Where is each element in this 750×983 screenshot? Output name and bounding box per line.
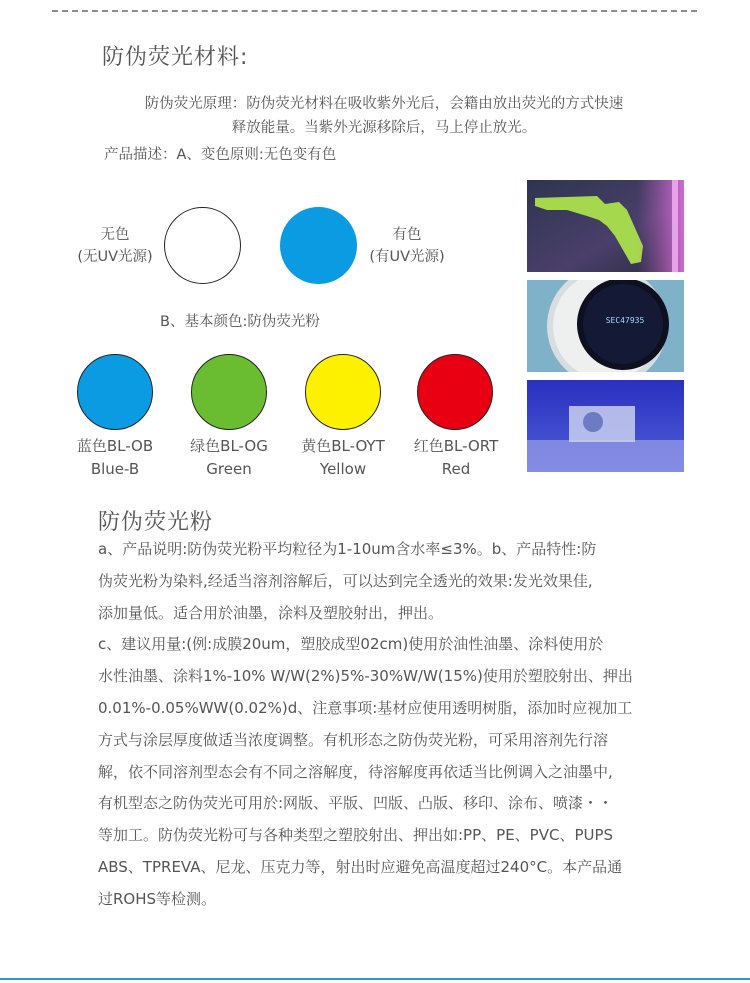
has-color-label-line-1: 有色 (392, 227, 422, 243)
powder-title: 防伪荧光粉 (98, 510, 214, 535)
swatch-code: 绿色BL-OG (190, 437, 268, 455)
body-line: 伪荧光粉为染料,经适当溶剂溶解后，可以达到完全透光的效果:发光效果佳, (98, 571, 593, 590)
body-line: 解，依不同溶剂型态会有不同之溶解度，待溶解度再依适当比例调入之油墨中, (98, 762, 613, 781)
principle-line-2: 释放能量。当紫外光源移除后，马上停止放光。 (231, 120, 537, 136)
photo-uv-disc-graphic (527, 280, 684, 372)
swatch-name: Red (441, 460, 471, 478)
photo-uv-label (527, 380, 684, 472)
swatch-name: Blue-B (90, 460, 140, 478)
body-line: 添加量低。适合用於油墨，涂料及塑胶射出，押出。 (98, 603, 444, 622)
swatch-code: 黄色BL-OYT (301, 437, 385, 455)
powder-description (98, 534, 680, 916)
colored-circle (280, 207, 357, 284)
body-line: 等加工。防伪荧光粉可与各种类型之塑胶射出、押出如:PP、PE、PVC、PUPS (98, 826, 614, 845)
no-color-label-line-2: (无UV光源) (77, 249, 153, 265)
top-dashed-divider (52, 10, 697, 12)
body-line: 有机型态之防伪荧光可用於:网版、平版、凹版、凸版、移印、涂布、喷漆・・ (98, 794, 614, 813)
has-color-label (362, 224, 452, 268)
body-line: ABS、TPREVA、尼龙、压克力等，射出时应避免高温度超过240°C。本产品通 (98, 857, 623, 876)
photo-florida-uv (527, 180, 684, 272)
swatch-name: Yellow (319, 460, 367, 478)
has-color-label-line-2: (有UV光源) (369, 249, 445, 265)
photo-florida-uv-graphic (527, 180, 684, 272)
swatch-code: 蓝色BL-OB (76, 437, 154, 455)
body-line: 水性油墨、涂料1%-10% W/W(2%)5%-30%W/W(15%)使用於塑胶射出、押出 (98, 667, 633, 686)
swatch-yellow (305, 354, 381, 430)
photo-disc-text: SEC47935 (605, 316, 645, 325)
section-title: 防伪荧光材料: (102, 45, 249, 70)
no-color-label-line-1: 无色 (100, 227, 130, 243)
swatch-name: Green (206, 460, 252, 478)
product-description: 产品描述：A、变色原则:无色变有色 (104, 147, 337, 163)
swatch-label-red (401, 435, 511, 481)
body-line: 0.01%-0.05%WW(0.02%)d、注意事项:基材应使用透明树脂，添加时应视加工 (98, 698, 633, 717)
swatch-red (417, 354, 493, 430)
swatch-green (191, 354, 267, 430)
body-line: 方式与涂层厚度做适当浓度调整。有机形态之防伪荧光粉，可采用溶剂先行溶 (98, 730, 609, 749)
basic-colors-title: B、基本颜色:防伪荧光粉 (160, 314, 320, 330)
swatch-label-blue (60, 435, 170, 481)
swatch-code: 红色BL-ORT (413, 437, 499, 455)
body-line: a、产品说明:防伪荧光粉平均粒径为1-10um含水率≤3%。b、产品特性:防 (98, 540, 597, 558)
no-color-label (70, 224, 160, 268)
colorless-circle (164, 207, 241, 284)
bottom-divider (0, 978, 750, 980)
principle-paragraph (100, 92, 668, 140)
body-line: c、建议用量:(例:成膜20um，塑胶成型02cm)使用於油性油墨、涂料使用於 (98, 635, 604, 654)
swatch-label-yellow (288, 435, 398, 481)
swatch-blue (77, 354, 153, 430)
body-line: 过ROHS等检测。 (98, 889, 217, 908)
principle-line-1: 防伪荧光原理：防伪荧光材料在吸收紫外光后，会籍由放出荧光的方式快速 (144, 96, 624, 112)
swatch-label-green (174, 435, 284, 481)
photo-uv-label-graphic (527, 380, 684, 472)
photo-uv-disc (527, 280, 684, 372)
